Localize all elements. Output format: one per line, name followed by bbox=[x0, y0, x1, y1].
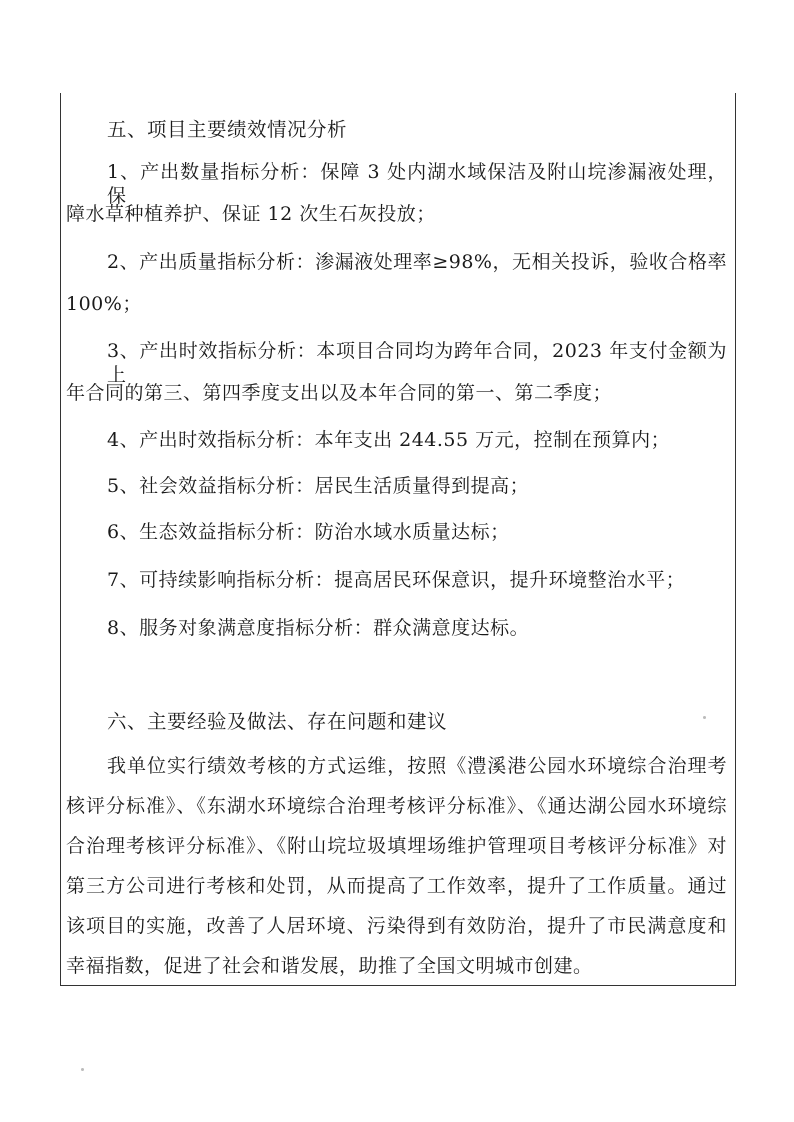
section5-item7: 7、可持续影响指标分析：提高居民环保意识，提升环境整治水平； bbox=[107, 569, 686, 591]
section6-para-line6: 幸福指数，促进了社会和谐发展，助推了全国文明城市创建。 bbox=[66, 955, 593, 977]
scan-speck bbox=[703, 716, 706, 719]
section5-item8: 8、服务对象满意度指标分析：群众满意度达标。 bbox=[107, 617, 530, 639]
section6-para-line5: 该项目的实施，改善了人居环境、污染得到有效防治，提升了市民满意度和 bbox=[66, 915, 727, 937]
section6-para-line4: 第三方公司进行考核和处罚，从而提高了工作效率，提升了工作质量。通过 bbox=[66, 875, 727, 897]
section5-item3-line2: 年合同的第三、第四季度支出以及本年合同的第一、第二季度； bbox=[66, 382, 613, 404]
section5-item3-line1: 3、产出时效指标分析：本项目合同均为跨年合同，2023 年支付金额为上 bbox=[107, 340, 727, 386]
section5-item2-line2: 100%； bbox=[66, 293, 142, 315]
section6-para-line1: 我单位实行绩效考核的方式运维，按照《澧溪港公园水环境综合治理考 bbox=[107, 755, 727, 777]
section5-item6: 6、生态效益指标分析：防治水域水质量达标； bbox=[107, 521, 510, 543]
section5-item2-line1: 2、产出质量指标分析：渗漏液处理率≥98%，无相关投诉，验收合格率 bbox=[107, 251, 727, 273]
section5-heading: 五、项目主要绩效情况分析 bbox=[107, 118, 348, 141]
section5-item5: 5、社会效益指标分析：居民生活质量得到提高； bbox=[107, 475, 530, 497]
section6-heading: 六、主要经验及做法、存在问题和建议 bbox=[107, 710, 448, 733]
section5-item1-line2: 障水草种植养护、保证 12 次生石灰投放； bbox=[66, 203, 436, 225]
section5-item1-line1: 1、产出数量指标分析：保障 3 处内湖水域保洁及附山垸渗漏液处理，保 bbox=[107, 161, 727, 207]
scan-speck bbox=[81, 1068, 84, 1071]
section5-item4: 4、产出时效指标分析：本年支出 244.55 万元，控制在预算内； bbox=[107, 429, 671, 451]
section6-para-line2: 核评分标准》、《东湖水环境综合治理考核评分标准》、《通达湖公园水环境综 bbox=[66, 795, 727, 817]
section6-para-line3: 合治理考核评分标准》、《附山垸垃圾填埋场维护管理项目考核评分标准》对 bbox=[66, 835, 727, 857]
